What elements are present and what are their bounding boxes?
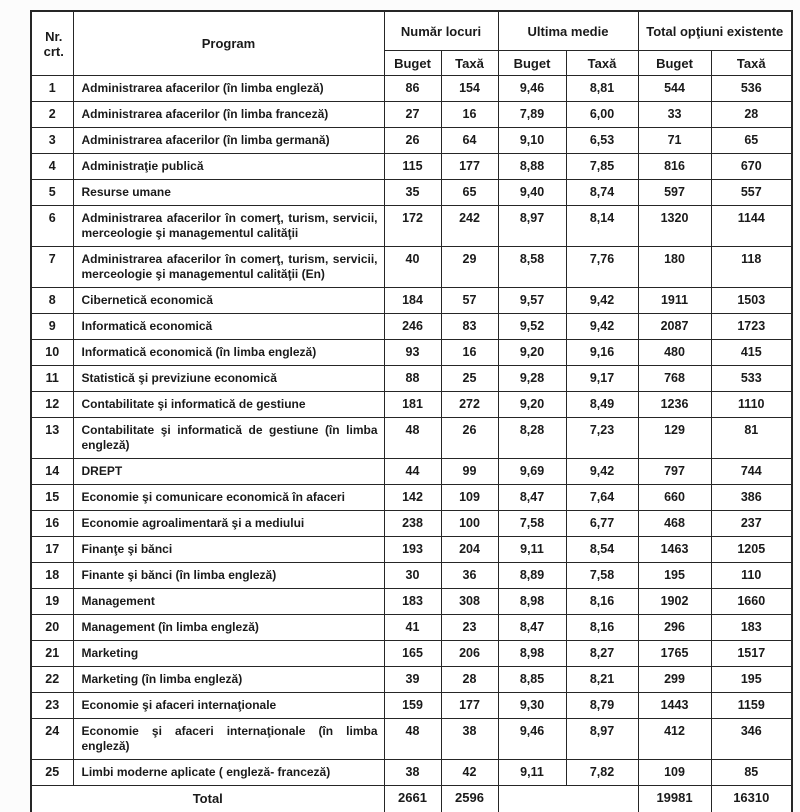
row-number: 10 (31, 340, 73, 366)
admissions-table (30, 10, 793, 812)
taxa-locuri-value: 23 (441, 615, 498, 641)
taxa-medie-value: 7,82 (566, 760, 638, 786)
buget-locuri-value: 184 (384, 288, 441, 314)
buget-optiuni-value: 768 (638, 366, 711, 392)
buget-optiuni-value: 1911 (638, 288, 711, 314)
table-row (31, 459, 792, 485)
total-label: Total (31, 786, 384, 812)
taxa-optiuni-value: 81 (711, 418, 792, 459)
taxa-optiuni-value: 557 (711, 180, 792, 206)
taxa-optiuni-value: 386 (711, 485, 792, 511)
buget-optiuni-value: 1443 (638, 693, 711, 719)
taxa-optiuni-value: 118 (711, 247, 792, 288)
buget-optiuni-value: 816 (638, 154, 711, 180)
program-name: Finante şi bănci (în limba engleză) (73, 563, 384, 589)
buget-medie-value: 9,20 (498, 392, 566, 418)
program-name: Economie şi afaceri internaţionale (în limba engleză) (73, 719, 384, 760)
table-row (31, 667, 792, 693)
program-name: Cibernetică economică (73, 288, 384, 314)
taxa-optiuni-value: 536 (711, 76, 792, 102)
buget-locuri-value: 165 (384, 641, 441, 667)
buget-locuri-value: 41 (384, 615, 441, 641)
taxa-optiuni-value: 415 (711, 340, 792, 366)
total-row (31, 786, 792, 812)
buget-optiuni-value: 299 (638, 667, 711, 693)
program-name: Contabilitate şi informatică de gestiune (73, 392, 384, 418)
header-buget-locuri: Buget (384, 51, 441, 76)
table-row (31, 206, 792, 247)
row-number: 17 (31, 537, 73, 563)
buget-locuri-value: 26 (384, 128, 441, 154)
row-number: 25 (31, 760, 73, 786)
header-group-total-optiuni: Total opţiuni existente (638, 11, 792, 51)
row-number: 16 (31, 511, 73, 537)
buget-medie-value: 9,57 (498, 288, 566, 314)
taxa-locuri-value: 83 (441, 314, 498, 340)
buget-medie-value: 9,20 (498, 340, 566, 366)
taxa-optiuni-value: 1723 (711, 314, 792, 340)
taxa-medie-value: 7,23 (566, 418, 638, 459)
taxa-optiuni-value: 346 (711, 719, 792, 760)
buget-locuri-value: 172 (384, 206, 441, 247)
program-name: Informatică economică (în limba engleză) (73, 340, 384, 366)
row-number: 22 (31, 667, 73, 693)
taxa-locuri-value: 177 (441, 693, 498, 719)
header-buget-medie: Buget (498, 51, 566, 76)
row-number: 7 (31, 247, 73, 288)
taxa-locuri-value: 272 (441, 392, 498, 418)
taxa-optiuni-value: 1503 (711, 288, 792, 314)
table-row (31, 314, 792, 340)
buget-medie-value: 8,98 (498, 641, 566, 667)
table-row (31, 392, 792, 418)
taxa-medie-value: 8,16 (566, 615, 638, 641)
taxa-locuri-value: 25 (441, 366, 498, 392)
table-row (31, 537, 792, 563)
taxa-locuri-value: 65 (441, 180, 498, 206)
row-number: 18 (31, 563, 73, 589)
program-name: Administraţie publică (73, 154, 384, 180)
taxa-medie-value: 8,21 (566, 667, 638, 693)
taxa-medie-value: 7,64 (566, 485, 638, 511)
buget-locuri-value: 48 (384, 719, 441, 760)
table-row (31, 485, 792, 511)
taxa-optiuni-value: 195 (711, 667, 792, 693)
taxa-optiuni-value: 65 (711, 128, 792, 154)
buget-locuri-value: 40 (384, 247, 441, 288)
taxa-optiuni-value: 1144 (711, 206, 792, 247)
buget-locuri-value: 93 (384, 340, 441, 366)
program-name: Marketing (73, 641, 384, 667)
buget-medie-value: 9,40 (498, 180, 566, 206)
taxa-locuri-value: 109 (441, 485, 498, 511)
row-number: 5 (31, 180, 73, 206)
header-buget-optiuni: Buget (638, 51, 711, 76)
row-number: 19 (31, 589, 73, 615)
buget-locuri-value: 142 (384, 485, 441, 511)
buget-medie-value: 9,10 (498, 128, 566, 154)
buget-medie-value: 9,11 (498, 537, 566, 563)
table-row (31, 641, 792, 667)
buget-medie-value: 8,88 (498, 154, 566, 180)
buget-medie-value: 7,89 (498, 102, 566, 128)
taxa-medie-value: 7,85 (566, 154, 638, 180)
row-number: 24 (31, 719, 73, 760)
taxa-locuri-value: 177 (441, 154, 498, 180)
row-number: 2 (31, 102, 73, 128)
table-row (31, 589, 792, 615)
taxa-locuri-value: 16 (441, 102, 498, 128)
taxa-locuri-value: 242 (441, 206, 498, 247)
program-name: Resurse umane (73, 180, 384, 206)
row-number: 23 (31, 693, 73, 719)
buget-optiuni-value: 1236 (638, 392, 711, 418)
taxa-locuri-value: 64 (441, 128, 498, 154)
buget-medie-value: 9,46 (498, 76, 566, 102)
row-number: 1 (31, 76, 73, 102)
buget-medie-value: 9,69 (498, 459, 566, 485)
buget-optiuni-value: 1320 (638, 206, 711, 247)
buget-locuri-value: 44 (384, 459, 441, 485)
row-number: 12 (31, 392, 73, 418)
row-number: 9 (31, 314, 73, 340)
table-row (31, 719, 792, 760)
table-row (31, 154, 792, 180)
row-number: 15 (31, 485, 73, 511)
program-name: Finanţe şi bănci (73, 537, 384, 563)
row-number: 21 (31, 641, 73, 667)
taxa-optiuni-value: 183 (711, 615, 792, 641)
taxa-medie-value: 8,14 (566, 206, 638, 247)
taxa-locuri-value: 29 (441, 247, 498, 288)
program-name: Statistică şi previziune economică (73, 366, 384, 392)
buget-optiuni-value: 660 (638, 485, 711, 511)
buget-medie-value: 8,85 (498, 667, 566, 693)
taxa-locuri-value: 42 (441, 760, 498, 786)
buget-medie-value: 8,89 (498, 563, 566, 589)
buget-locuri-value: 159 (384, 693, 441, 719)
program-name: Management (73, 589, 384, 615)
taxa-medie-value: 8,27 (566, 641, 638, 667)
taxa-optiuni-value: 237 (711, 511, 792, 537)
taxa-optiuni-value: 1110 (711, 392, 792, 418)
buget-locuri-value: 183 (384, 589, 441, 615)
buget-optiuni-value: 195 (638, 563, 711, 589)
total-taxa-optiuni-value: 16310 (711, 786, 792, 812)
buget-optiuni-value: 33 (638, 102, 711, 128)
taxa-medie-value: 7,76 (566, 247, 638, 288)
buget-medie-value: 8,47 (498, 615, 566, 641)
taxa-medie-value: 8,49 (566, 392, 638, 418)
taxa-optiuni-value: 85 (711, 760, 792, 786)
taxa-medie-value: 9,17 (566, 366, 638, 392)
program-name: Administrarea afacerilor (în limba engleză) (73, 76, 384, 102)
buget-medie-value: 8,58 (498, 247, 566, 288)
buget-locuri-value: 39 (384, 667, 441, 693)
buget-optiuni-value: 1463 (638, 537, 711, 563)
buget-locuri-value: 86 (384, 76, 441, 102)
taxa-optiuni-value: 533 (711, 366, 792, 392)
table-row (31, 340, 792, 366)
total-buget-optiuni-value: 19981 (638, 786, 711, 812)
program-name: Informatică economică (73, 314, 384, 340)
taxa-locuri-value: 154 (441, 76, 498, 102)
buget-medie-value: 8,28 (498, 418, 566, 459)
program-name: Administrarea afacerilor (în limba franceză) (73, 102, 384, 128)
taxa-optiuni-value: 1205 (711, 537, 792, 563)
row-number: 13 (31, 418, 73, 459)
header-taxa-locuri: Taxă (441, 51, 498, 76)
table-row (31, 760, 792, 786)
taxa-medie-value: 8,97 (566, 719, 638, 760)
taxa-medie-value: 9,42 (566, 314, 638, 340)
total-medie-empty-cell (498, 786, 638, 812)
table-row (31, 418, 792, 459)
row-number: 11 (31, 366, 73, 392)
row-number: 8 (31, 288, 73, 314)
buget-optiuni-value: 1902 (638, 589, 711, 615)
buget-optiuni-value: 1765 (638, 641, 711, 667)
buget-medie-value: 9,28 (498, 366, 566, 392)
buget-medie-value: 9,46 (498, 719, 566, 760)
buget-optiuni-value: 412 (638, 719, 711, 760)
taxa-medie-value: 8,16 (566, 589, 638, 615)
taxa-optiuni-value: 1660 (711, 589, 792, 615)
buget-optiuni-value: 597 (638, 180, 711, 206)
buget-medie-value: 8,97 (498, 206, 566, 247)
table-row (31, 693, 792, 719)
taxa-locuri-value: 26 (441, 418, 498, 459)
header-taxa-optiuni: Taxă (711, 51, 792, 76)
table-row (31, 102, 792, 128)
buget-locuri-value: 48 (384, 418, 441, 459)
taxa-locuri-value: 99 (441, 459, 498, 485)
taxa-medie-value: 6,53 (566, 128, 638, 154)
program-name: Administrarea afacerilor (în limba germană) (73, 128, 384, 154)
table-row (31, 615, 792, 641)
buget-locuri-value: 115 (384, 154, 441, 180)
taxa-medie-value: 6,77 (566, 511, 638, 537)
taxa-medie-value: 9,42 (566, 459, 638, 485)
header-nr-crt: Nr. crt. (31, 11, 73, 76)
taxa-locuri-value: 204 (441, 537, 498, 563)
header-group-numar-locuri: Număr locuri (384, 11, 498, 51)
program-name: Economie şi afaceri internaţionale (73, 693, 384, 719)
taxa-locuri-value: 100 (441, 511, 498, 537)
buget-optiuni-value: 544 (638, 76, 711, 102)
buget-locuri-value: 193 (384, 537, 441, 563)
program-name: Marketing (în limba engleză) (73, 667, 384, 693)
row-number: 4 (31, 154, 73, 180)
taxa-locuri-value: 206 (441, 641, 498, 667)
buget-medie-value: 8,98 (498, 589, 566, 615)
table-row (31, 180, 792, 206)
buget-locuri-value: 30 (384, 563, 441, 589)
program-name: Contabilitate şi informatică de gestiune (în limba engleză) (73, 418, 384, 459)
buget-medie-value: 7,58 (498, 511, 566, 537)
table-row (31, 76, 792, 102)
taxa-optiuni-value: 110 (711, 563, 792, 589)
program-name: Economie agroalimentară şi a mediului (73, 511, 384, 537)
program-name: Administrarea afacerilor în comerţ, turism, servicii, merceologie şi managementul calităţii (En) (73, 247, 384, 288)
buget-optiuni-value: 2087 (638, 314, 711, 340)
row-number: 14 (31, 459, 73, 485)
table-row (31, 366, 792, 392)
program-name: DREPT (73, 459, 384, 485)
taxa-locuri-value: 38 (441, 719, 498, 760)
buget-optiuni-value: 109 (638, 760, 711, 786)
buget-locuri-value: 27 (384, 102, 441, 128)
header-program: Program (73, 11, 384, 76)
taxa-medie-value: 8,74 (566, 180, 638, 206)
taxa-medie-value: 7,58 (566, 563, 638, 589)
header-taxa-medie: Taxă (566, 51, 638, 76)
buget-medie-value: 8,47 (498, 485, 566, 511)
table-row (31, 128, 792, 154)
row-number: 20 (31, 615, 73, 641)
table-row (31, 288, 792, 314)
header-group-row (31, 11, 792, 51)
taxa-locuri-value: 57 (441, 288, 498, 314)
buget-optiuni-value: 180 (638, 247, 711, 288)
program-name: Economie şi comunicare economică în afaceri (73, 485, 384, 511)
buget-optiuni-value: 296 (638, 615, 711, 641)
taxa-optiuni-value: 28 (711, 102, 792, 128)
taxa-medie-value: 8,54 (566, 537, 638, 563)
total-buget-locuri-value: 2661 (384, 786, 441, 812)
buget-locuri-value: 238 (384, 511, 441, 537)
buget-optiuni-value: 71 (638, 128, 711, 154)
buget-optiuni-value: 468 (638, 511, 711, 537)
buget-medie-value: 9,11 (498, 760, 566, 786)
buget-optiuni-value: 797 (638, 459, 711, 485)
buget-locuri-value: 181 (384, 392, 441, 418)
buget-locuri-value: 35 (384, 180, 441, 206)
table-row (31, 563, 792, 589)
taxa-locuri-value: 16 (441, 340, 498, 366)
buget-optiuni-value: 480 (638, 340, 711, 366)
buget-optiuni-value: 129 (638, 418, 711, 459)
taxa-medie-value: 8,79 (566, 693, 638, 719)
row-number: 3 (31, 128, 73, 154)
program-name: Management (în limba engleză) (73, 615, 384, 641)
buget-medie-value: 9,30 (498, 693, 566, 719)
taxa-medie-value: 8,81 (566, 76, 638, 102)
header-group-ultima-medie: Ultima medie (498, 11, 638, 51)
taxa-medie-value: 6,00 (566, 102, 638, 128)
table-row (31, 511, 792, 537)
taxa-medie-value: 9,42 (566, 288, 638, 314)
program-name: Administrarea afacerilor în comerţ, turism, servicii, merceologie şi managementul calităţii (73, 206, 384, 247)
buget-locuri-value: 246 (384, 314, 441, 340)
taxa-optiuni-value: 1517 (711, 641, 792, 667)
row-number: 6 (31, 206, 73, 247)
table-body (31, 76, 792, 812)
total-taxa-locuri-value: 2596 (441, 786, 498, 812)
table-row (31, 247, 792, 288)
taxa-optiuni-value: 744 (711, 459, 792, 485)
taxa-optiuni-value: 1159 (711, 693, 792, 719)
program-name: Limbi moderne aplicate ( engleză- franceză) (73, 760, 384, 786)
taxa-locuri-value: 308 (441, 589, 498, 615)
taxa-locuri-value: 28 (441, 667, 498, 693)
buget-locuri-value: 38 (384, 760, 441, 786)
table-header (31, 11, 792, 76)
buget-medie-value: 9,52 (498, 314, 566, 340)
buget-locuri-value: 88 (384, 366, 441, 392)
taxa-locuri-value: 36 (441, 563, 498, 589)
taxa-medie-value: 9,16 (566, 340, 638, 366)
taxa-optiuni-value: 670 (711, 154, 792, 180)
